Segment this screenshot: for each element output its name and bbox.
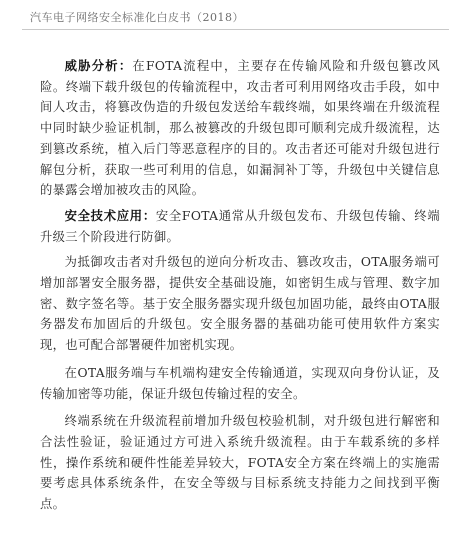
body-text xyxy=(40,56,440,522)
running-header: 汽车电子网络安全标准化白皮书（2018） xyxy=(30,11,244,24)
paragraph-release-defense xyxy=(40,252,440,356)
release-defense-text: 为抵御攻击者对升级包的逆向分析攻击、篡改攻击，OTA服务端可增加部署安全服务器，提供安全基础设施，如密钥生成与管理、数字加密、数字签名等。基于安全服务器实现升级包加固功能，最终由OTA服务器发布加固后的升级包。安全服务器的基础功能可使用软件方案实现，也可配合部署硬件加密机实现。 xyxy=(40,255,440,353)
security-tech-text: 安全FOTA通常从升级包发布、升级包传输、终端升级三个阶段进行防御。 xyxy=(40,208,440,244)
threat-analysis-text: 在FOTA流程中，主要存在传输风险和升级包篡改风险。终端下载升级包的传输流程中，攻击者可利用网络攻击手段，如中间人攻击，将篡改伪造的升级包发送给车载终端，如果终端在升级流程中同时缺少验证机制，那么被篡改的升级包即可顺利完成升级流程，达到篡改系统，植入后门等恶意程序的目的。攻击者还可能对升级包进行解包分析，获取一些可利用的信息，如漏洞补丁等，升级包中关键信息的暴露会增加被攻击的风险。 xyxy=(40,59,440,198)
paragraph-terminal-verification xyxy=(40,411,440,515)
paragraph-security-tech xyxy=(40,206,440,247)
paragraph-threat-analysis xyxy=(40,56,440,201)
terminal-verification-text: 终端系统在升级流程前增加升级包校验机制，对升级包进行解密和合法性验证，验证通过方可进入系统升级流程。由于车载系统的多样性，操作系统和硬件性能差异较大，FOTA安全方案在终端上的实施需要考虑具体系统条件，在安全等级与目标系统支持能力之间找到平衡点。 xyxy=(40,414,440,512)
header-divider xyxy=(22,29,449,30)
transport-security-text: 在OTA服务端与车机端构建安全传输通道，实现双向身份认证，及传输加密等功能，保证升级包传输过程的安全。 xyxy=(40,365,440,401)
threat-analysis-heading: 威胁分析： xyxy=(64,58,133,73)
paragraph-transport-security xyxy=(40,363,440,404)
security-tech-heading: 安全技术应用： xyxy=(64,207,156,223)
